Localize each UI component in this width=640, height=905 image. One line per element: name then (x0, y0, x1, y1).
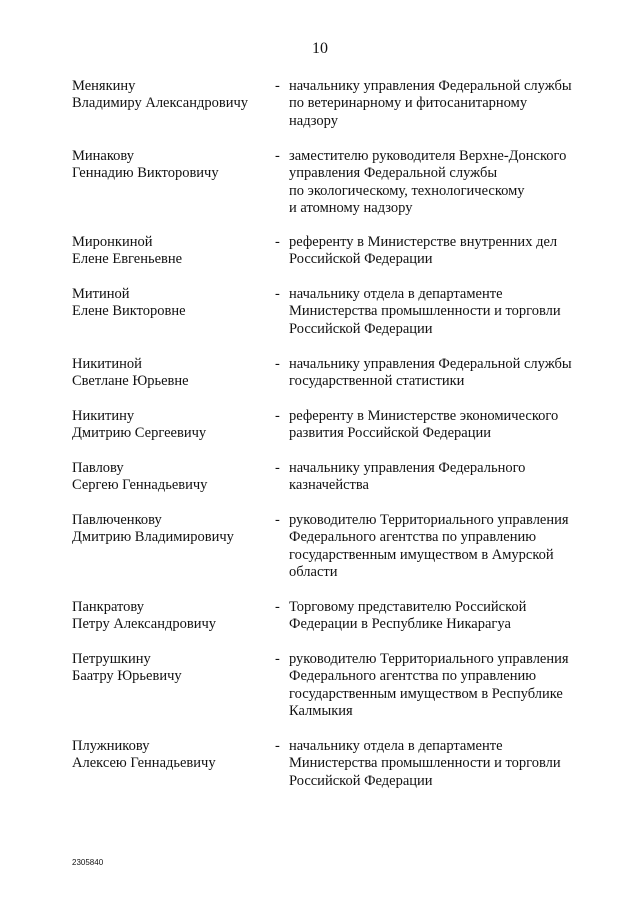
position-line: начальнику отдела в департаменте (289, 738, 503, 754)
position-text (289, 460, 609, 495)
position-text (289, 408, 609, 443)
position-text (289, 512, 609, 582)
given-names: Светлане Юрьевне (72, 373, 189, 390)
position-line: надзору (289, 112, 338, 129)
position-line: Министерства промышленности и торговли (289, 303, 561, 320)
given-names: Владимиру Александровичу (72, 95, 249, 112)
position-line: Федерального агентства по управлению (289, 529, 537, 546)
dash: - (275, 599, 280, 615)
dash: - (275, 78, 280, 94)
position-line: заместителю руководителя Верхне-Донского (289, 148, 567, 164)
position-text (289, 234, 609, 269)
position-text (289, 148, 609, 218)
dash: - (275, 286, 280, 302)
position-line: референту в Министерстве экономического (289, 408, 559, 424)
position-line: управления Федеральной службы (289, 165, 498, 182)
person-name (72, 651, 272, 686)
position-line: начальнику управления Федеральной службы (289, 356, 572, 372)
page-number: 10 (312, 40, 328, 57)
dash: - (275, 234, 280, 250)
given-names: Дмитрию Сергеевичу (72, 425, 207, 442)
position-line: Калмыкия (289, 703, 353, 720)
position-line: развития Российской Федерации (289, 425, 491, 442)
person-name (72, 148, 272, 183)
position-line: руководителю Территориального управления (289, 651, 569, 667)
position-line: начальнику управления Федеральной службы (289, 78, 572, 94)
position-line: Торговому представителю Российской (289, 599, 527, 615)
position-line: Российской Федерации (289, 772, 433, 789)
position-line: Министерства промышленности и торговли (289, 755, 561, 772)
position-text (289, 356, 609, 391)
given-names: Елене Викторовне (72, 303, 186, 320)
given-names: Геннадию Викторовичу (72, 165, 219, 182)
person-name (72, 408, 272, 443)
dash: - (275, 651, 280, 667)
given-names: Петру Александровичу (72, 616, 217, 633)
person-name (72, 234, 272, 269)
position-line: начальнику управления Федерального (289, 460, 526, 476)
surname: Никитиной (72, 356, 142, 372)
surname: Петрушкину (72, 651, 151, 667)
surname: Панкратову (72, 599, 145, 615)
person-name (72, 599, 272, 634)
document-code: 2305840 (72, 858, 104, 867)
surname: Менякину (72, 78, 136, 94)
dash: - (275, 356, 280, 372)
position-line: Федерации в Республике Никарагуа (289, 616, 511, 633)
position-line: по ветеринарному и фитосанитарному (289, 95, 528, 112)
dash: - (275, 148, 280, 164)
person-name (72, 356, 272, 391)
position-line: по экологическому, технологическому (289, 182, 525, 199)
given-names: Елене Евгеньевне (72, 251, 183, 268)
position-text (289, 738, 609, 790)
given-names: Сергею Геннадьевичу (72, 477, 208, 494)
position-line: Российской Федерации (289, 320, 433, 337)
given-names: Алексею Геннадьевичу (72, 755, 216, 772)
position-line: государственным имуществом в Республике (289, 685, 563, 702)
surname: Минакову (72, 148, 135, 164)
dash: - (275, 738, 280, 754)
position-line: руководителю Территориального управления (289, 512, 569, 528)
position-text (289, 78, 609, 130)
person-name (72, 738, 272, 773)
position-text (289, 599, 609, 634)
person-name (72, 512, 272, 547)
surname: Плужникову (72, 738, 150, 754)
position-line: референту в Министерстве внутренних дел (289, 234, 558, 250)
position-line: Российской Федерации (289, 251, 433, 268)
position-line: начальнику отдела в департаменте (289, 286, 503, 302)
dash: - (275, 460, 280, 476)
position-line: государственным имуществом в Амурской (289, 546, 554, 563)
position-text (289, 286, 609, 338)
surname: Павлюченкову (72, 512, 162, 528)
person-name (72, 460, 272, 495)
surname: Никитину (72, 408, 135, 424)
position-line: государственной статистики (289, 373, 465, 390)
person-name (72, 286, 272, 321)
given-names: Дмитрию Владимировичу (72, 529, 234, 546)
given-names: Баатру Юрьевичу (72, 668, 182, 685)
position-line: Федерального агентства по управлению (289, 668, 537, 685)
position-line: и атомному надзору (289, 200, 413, 217)
position-line: области (289, 564, 338, 581)
surname: Миронкиной (72, 234, 153, 250)
dash: - (275, 512, 280, 528)
position-text (289, 651, 609, 721)
dash: - (275, 408, 280, 424)
position-line: казначейства (289, 477, 369, 494)
surname: Митиной (72, 286, 130, 302)
surname: Павлову (72, 460, 124, 476)
person-name (72, 78, 272, 113)
